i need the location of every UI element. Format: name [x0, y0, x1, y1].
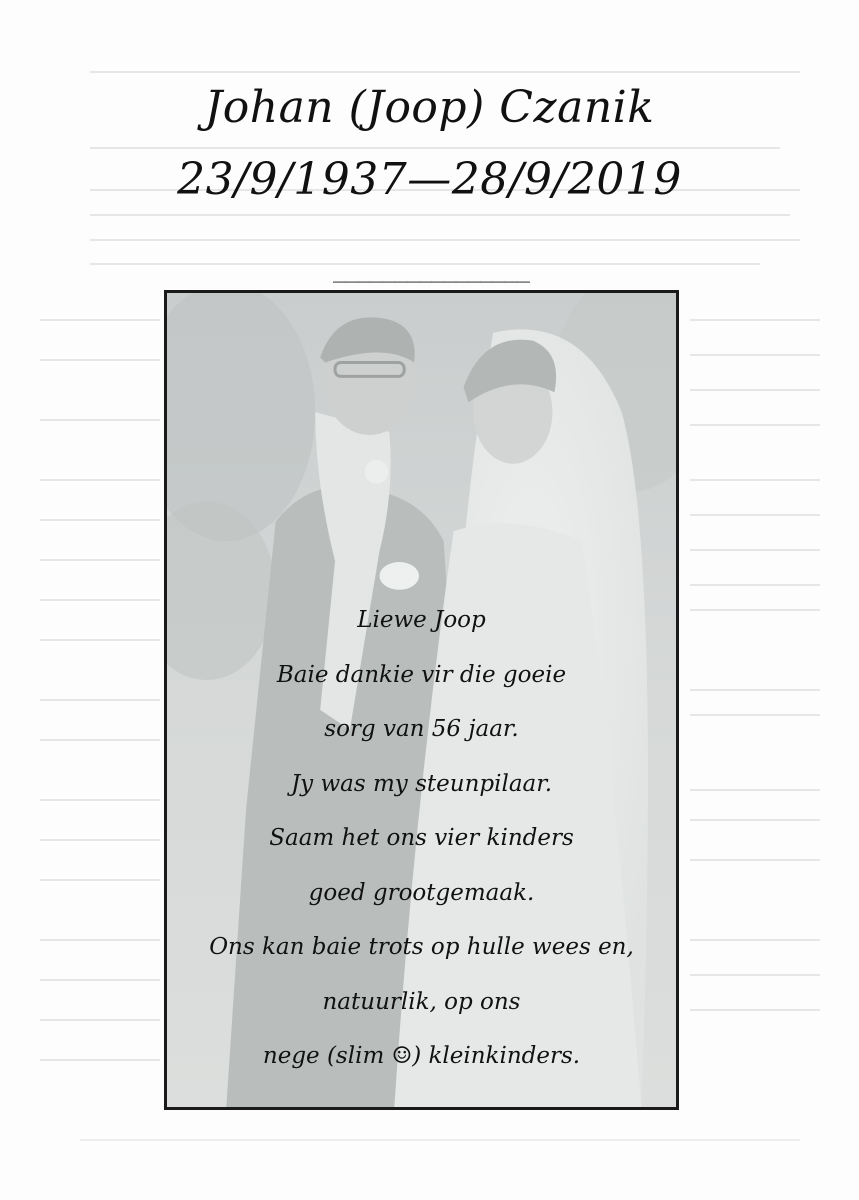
wedding-photo-frame: [164, 290, 679, 1110]
poem-line: sorg van 56 jaar.: [324, 716, 519, 742]
poem-line: Liewe Joop: [357, 607, 486, 633]
poem-line: goed grootgemaak.: [308, 879, 535, 906]
poem-line: Jy was my steunpilaar.: [290, 770, 553, 797]
poem-line: nege (slim ☺) kleinkinders.: [262, 1043, 581, 1069]
header: [0, 78, 859, 210]
decorative-divider: ________________: [333, 258, 529, 283]
poem-line: Saam het ons vier kinders: [269, 825, 574, 851]
poem-line: Baie dankie vir die goeie: [276, 661, 567, 688]
poem: [167, 593, 676, 1084]
life-dates: 23/9/1937—28/9/2019: [177, 154, 682, 205]
poem-line: natuurlik, op ons: [322, 988, 521, 1015]
poem-line: Ons kan baie trots op hulle wees en,: [209, 934, 634, 960]
deceased-name: Johan (Joop) Czanik: [204, 82, 655, 133]
